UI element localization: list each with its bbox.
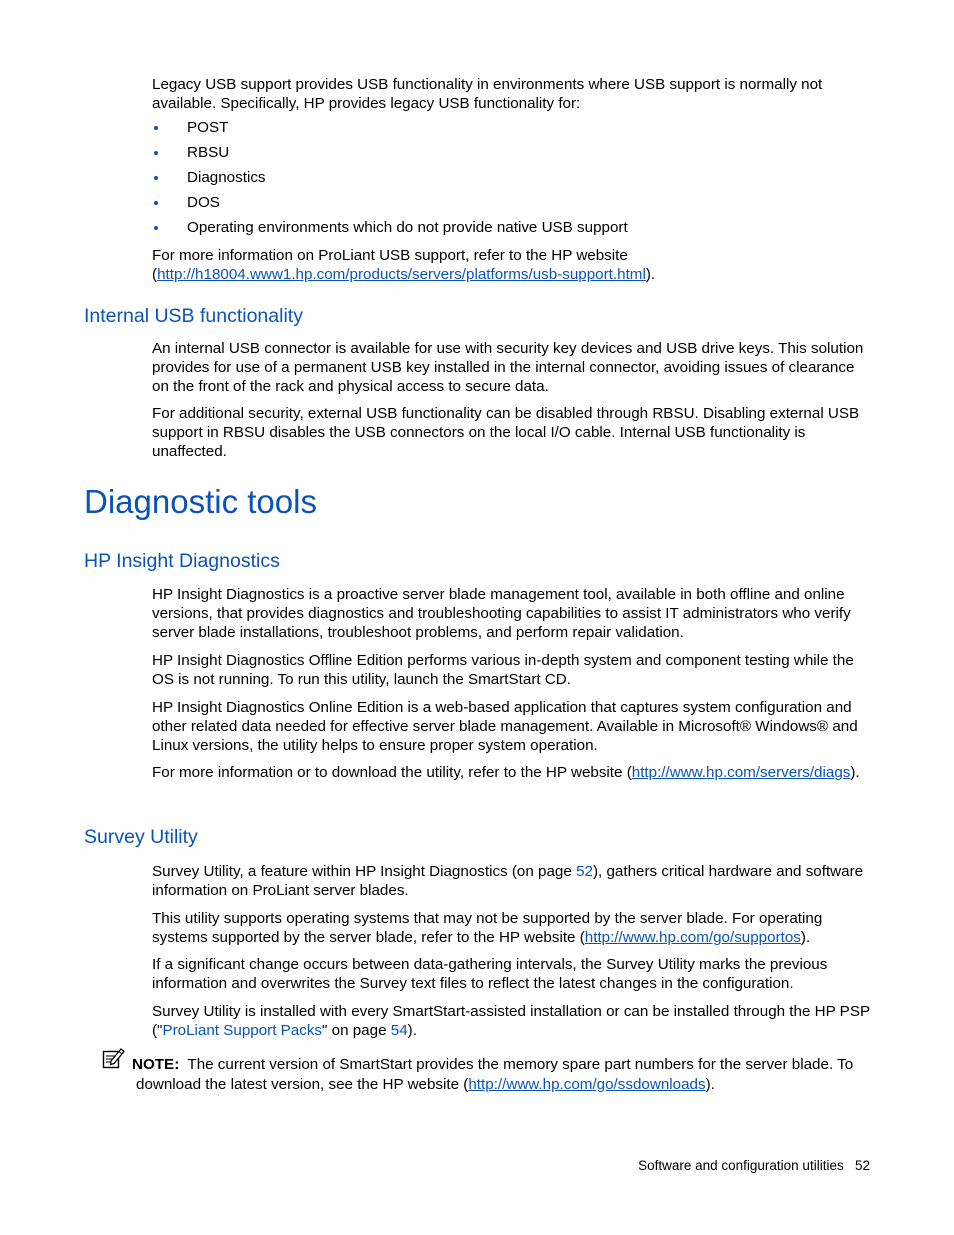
insight-diagnostics-heading: HP Insight Diagnostics [84,550,280,572]
insight-diagnostics-para-2: HP Insight Diagnostics Offline Edition performs various in-depth system and component testing while the OS is not running. To run this utility, launch the SmartStart CD. [152,652,854,688]
insight-diagnostics-para-4: For more information or to download the utility, refer to the HP website (http://www.hp.com/servers/diags). [152,764,860,781]
internal-usb-heading: Internal USB functionality [84,305,303,327]
bullet-icon [154,151,158,155]
proliant-support-packs-link[interactable]: ProLiant Support Packs [162,1022,323,1039]
note-label: NOTE: [132,1056,180,1073]
survey-utility-para-1: Survey Utility, a feature within HP Insight Diagnostics (on page 52), gathers critical hardware and software information on ProLiant server blades. [152,863,864,899]
internal-usb-para-2: For additional security, external USB functionality can be disabled through RBSU. Disabling external USB support in RBSU disables the USB connectors on the local I/O cable. Internal USB functionality is unaffected. [152,405,860,460]
list-item: Operating environments which do not provide native USB support [152,218,872,243]
bullet-icon [154,201,158,205]
page-54-link[interactable]: 54 [390,1022,408,1039]
diagnostic-tools-heading: Diagnostic tools [84,483,317,520]
survey-utility-para-4: Survey Utility is installed with every SmartStart-assisted installation or can be installed through the HP PSP ("ProLiant Support Packs" on page 54). [152,1003,870,1039]
note-block: NOTE: The current version of SmartStart provides the memory spare part numbers for the server blade. To download the latest version, see the HP website (http://www.hp.com/go/ssdownloads). [132,1056,854,1093]
bullet-icon [154,176,158,180]
survey-utility-heading: Survey Utility [84,826,198,848]
list-item: DOS [152,193,872,218]
ssdownloads-link[interactable]: http://www.hp.com/go/ssdownloads [468,1076,706,1093]
footer-section-title: Software and configuration utilities [638,1158,844,1173]
legacy-usb-intro: Legacy USB support provides USB functionality in environments where USB support is normally not available. Specifically, HP provides legacy USB functionality for: [152,76,823,112]
page-footer [638,1158,870,1173]
survey-utility-para-3: If a significant change occurs between data-gathering intervals, the Survey Utility marks the previous information and overwrites the Survey text files to reflect the latest changes in the configuration. [152,956,828,992]
diags-link[interactable]: http://www.hp.com/servers/diags [631,764,851,781]
supportos-link[interactable]: http://www.hp.com/go/supportos [584,929,801,946]
insight-diagnostics-para-3: HP Insight Diagnostics Online Edition is a web-based application that captures system configuration and other related data needed for effective server blade management. Available in Microsoft® Windows® and Linux versions, the utility helps to ensure proper system operation. [152,699,858,754]
list-item: Diagnostics [152,168,872,193]
usb-support-link[interactable]: http://h18004.www1.hp.com/products/servers/platforms/usb-support.html [157,266,646,283]
note-pencil-icon [102,1047,126,1069]
list-item: POST [152,118,872,143]
footer-page-number: 52 [854,1158,870,1173]
page-52-link[interactable]: 52 [576,863,593,880]
internal-usb-para-1: An internal USB connector is available for use with security key devices and USB drive keys. This solution provides for use of a permanent USB key installed in the internal connector, avoiding issues of clearance on the front of the rack and physical access to secure data. [152,340,864,395]
bullet-icon [154,226,158,230]
list-item: RBSU [152,143,872,168]
bullet-icon [154,126,158,130]
insight-diagnostics-para-1: HP Insight Diagnostics is a proactive server blade management tool, available in both offline and online versions, that provides diagnostics and troubleshooting capabilities to assist IT administrators who verify server blade installations, troubleshoot problems, and perform repair validation. [152,586,851,641]
survey-utility-para-2: This utility supports operating systems that may not be supported by the server blade. For operating systems supported by the server blade, refer to the HP website (http://www.hp.com/go/supportos). [152,910,823,946]
legacy-usb-bullet-list [152,118,872,243]
usb-more-info: For more information on ProLiant USB support, refer to the HP website (http://h18004.www1.hp.com/products/servers/platforms/usb-support.html). [152,247,656,283]
